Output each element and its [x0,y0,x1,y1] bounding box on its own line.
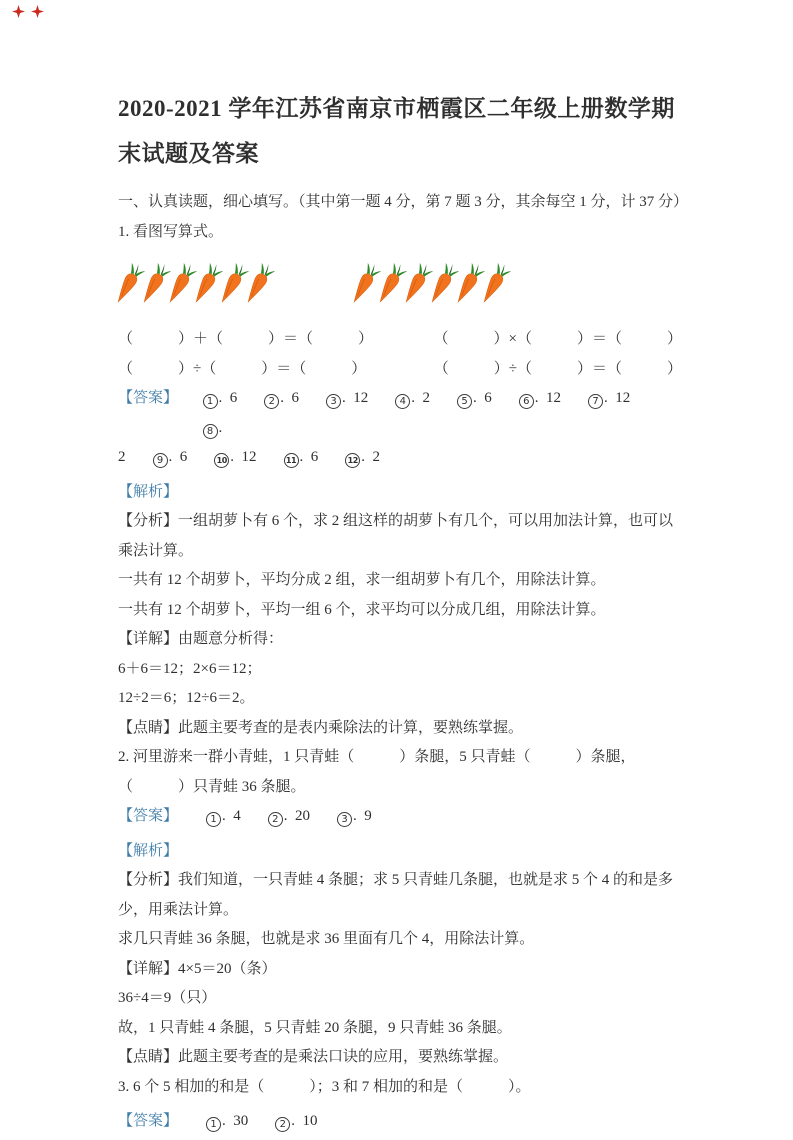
question1-stem: 1. 看图写算式。 [118,223,224,240]
q2-detail-paragraph: 【详解】4×5＝20（条） [118,960,277,977]
circled-number: 7 [588,394,603,409]
answer-item: 6 . 12 [519,390,561,406]
carrot-icon [172,260,199,316]
circled-number: 12 [345,453,360,468]
q1-calculation: 6＋6＝12；2×6＝12； [118,660,262,677]
answer-label: 【答案】 [118,1113,179,1129]
carrot-icon [486,260,513,316]
answer-items [203,384,682,443]
analysis-label: 【解析】 [118,842,179,859]
answer-items [118,443,407,473]
equation-row-2 [118,354,682,384]
answer-item: 10 . 12 [214,449,256,465]
answer-item: 3 . 9 [337,808,372,824]
q1-answer-row-2 [118,443,682,473]
answer-item: 1 . 6 [203,390,238,406]
answer-item: 7 . 12 [588,390,630,406]
answer-label: 【答案】 [118,390,179,406]
circled-number: 2 [264,394,279,409]
q2-keypoint-paragraph: 【点睛】此题主要考查的是乘法口诀的应用，要熟练掌握。 [118,1049,509,1065]
equation-row-1 [118,324,682,354]
carrot-icon [250,260,277,316]
document-content [118,86,689,1137]
circled-number: 4 [395,394,410,409]
answer-item: 1 . 30 [206,1113,248,1129]
answer-item: 1 . 4 [206,808,241,824]
answer-item: 12 . 2 [345,449,380,465]
q1-analysis-paragraph: 一共有 12 个胡萝卜，平均一组 6 个，求平均可以分成几组，用除法计算。 [118,601,606,618]
circled-number: 1 [206,812,221,827]
analysis-label: 【解析】 [118,483,179,500]
question2-stem: 2. 河里游来一群小青蛙，1 只青蛙（ ）条腿，5 只青蛙（ ）条腿，（ ）只青蛙 36 条腿。 [118,749,636,795]
answer-item: 9 . 6 [153,449,188,465]
circled-number: 1 [206,1117,221,1132]
page-title: 2020-2021 学年江苏省南京市栖霞区二年级上册数学期末试题及答案 [118,96,675,166]
circled-number: 5 [457,394,472,409]
carrot-icon [356,260,383,316]
answer-item: 2 . 20 [268,808,310,824]
equation-blank-division-2: （ ）÷（ ）＝（ ） [433,361,682,377]
answer-item: 11 . 6 [284,449,319,465]
carrot-icon [198,260,225,316]
circled-number: 1 [203,394,218,409]
red-flower-stamp-icon [31,5,44,18]
answer-item: 2 . 10 [275,1113,317,1129]
circled-number: 2 [275,1117,290,1132]
question3-stem: 3. 6 个 5 相加的和是（ ）；3 和 7 相加的和是（ ）。 [118,1078,531,1095]
answer-item: 8 . [203,420,230,436]
circled-number: 3 [326,394,341,409]
circled-number: 3 [337,812,352,827]
q2-analysis-paragraph: 【分析】我们知道，一只青蛙 4 条腿；求 5 只青蛙几条腿，也就是求 5 个 4 的和是多少，用乘法计算。 [118,872,674,918]
carrot-icon [224,260,251,316]
equation-blank-division-1: （ ）÷（ ）＝（ ） [118,361,367,377]
answer-item: 2 [118,449,126,465]
circled-number: 9 [153,453,168,468]
carrot-icon [382,260,409,316]
carrot-icon [460,260,487,316]
carrot-icon [434,260,461,316]
carrot-group [356,260,512,316]
section-heading: 一、认真读题，细心填写。（其中第一题 4 分，第 7 题 3 分，其余每空 1 分，计 37 分） [118,194,689,210]
circled-number: 10 [214,453,229,468]
circled-number: 11 [284,453,299,468]
q1-analysis-paragraph: 一共有 12 个胡萝卜，平均分成 2 组，求一组胡萝卜有几个，用除法计算。 [118,572,606,588]
circled-number: 2 [268,812,283,827]
q2-answer-row [118,802,682,832]
q3-answer-row [118,1107,682,1137]
q1-keypoint-paragraph: 【点睛】此题主要考查的是表内乘除法的计算，要熟练掌握。 [118,719,524,736]
circled-number: 8 [203,424,218,439]
answer-item: 2 . 6 [264,390,299,406]
q2-calculation: 36÷4＝9（只） [118,990,217,1006]
carrot-group [120,260,276,316]
answer-label: 【答案】 [118,808,179,824]
carrot-icon [146,260,173,316]
circled-number: 6 [519,394,534,409]
answer-item: 3 . 12 [326,390,368,406]
q2-analysis-paragraph: 求几只青蛙 36 条腿，也就是求 36 里面有几个 4，用除法计算。 [118,931,535,947]
red-flower-stamp-icon [12,5,25,18]
q1-detail-paragraph: 【详解】由题意分析得： [118,631,284,647]
q1-answer-row-1 [118,384,682,443]
q2-conclusion: 故，1 只青蛙 4 条腿，5 只青蛙 20 条腿，9 只青蛙 36 条腿。 [118,1019,512,1036]
answer-item: 4 . 2 [395,390,430,406]
equation-blank-addition: （ ）＋（ ）＝（ ） [118,331,374,347]
equation-blank-multiplication: （ ）×（ ）＝（ ） [433,331,682,347]
answer-items [206,802,399,832]
carrot-icon [120,260,147,316]
answer-item: 5 . 6 [457,390,492,406]
answer-items [206,1107,345,1137]
carrot-icon [408,260,435,316]
q1-analysis-paragraph: 【分析】一组胡萝卜有 6 个，求 2 组这样的胡萝卜有几个，可以用加法计算，也可以乘法计算。 [118,513,674,559]
q1-calculation: 12÷2＝6；12÷6＝2。 [118,690,255,706]
carrot-illustration [120,260,682,318]
